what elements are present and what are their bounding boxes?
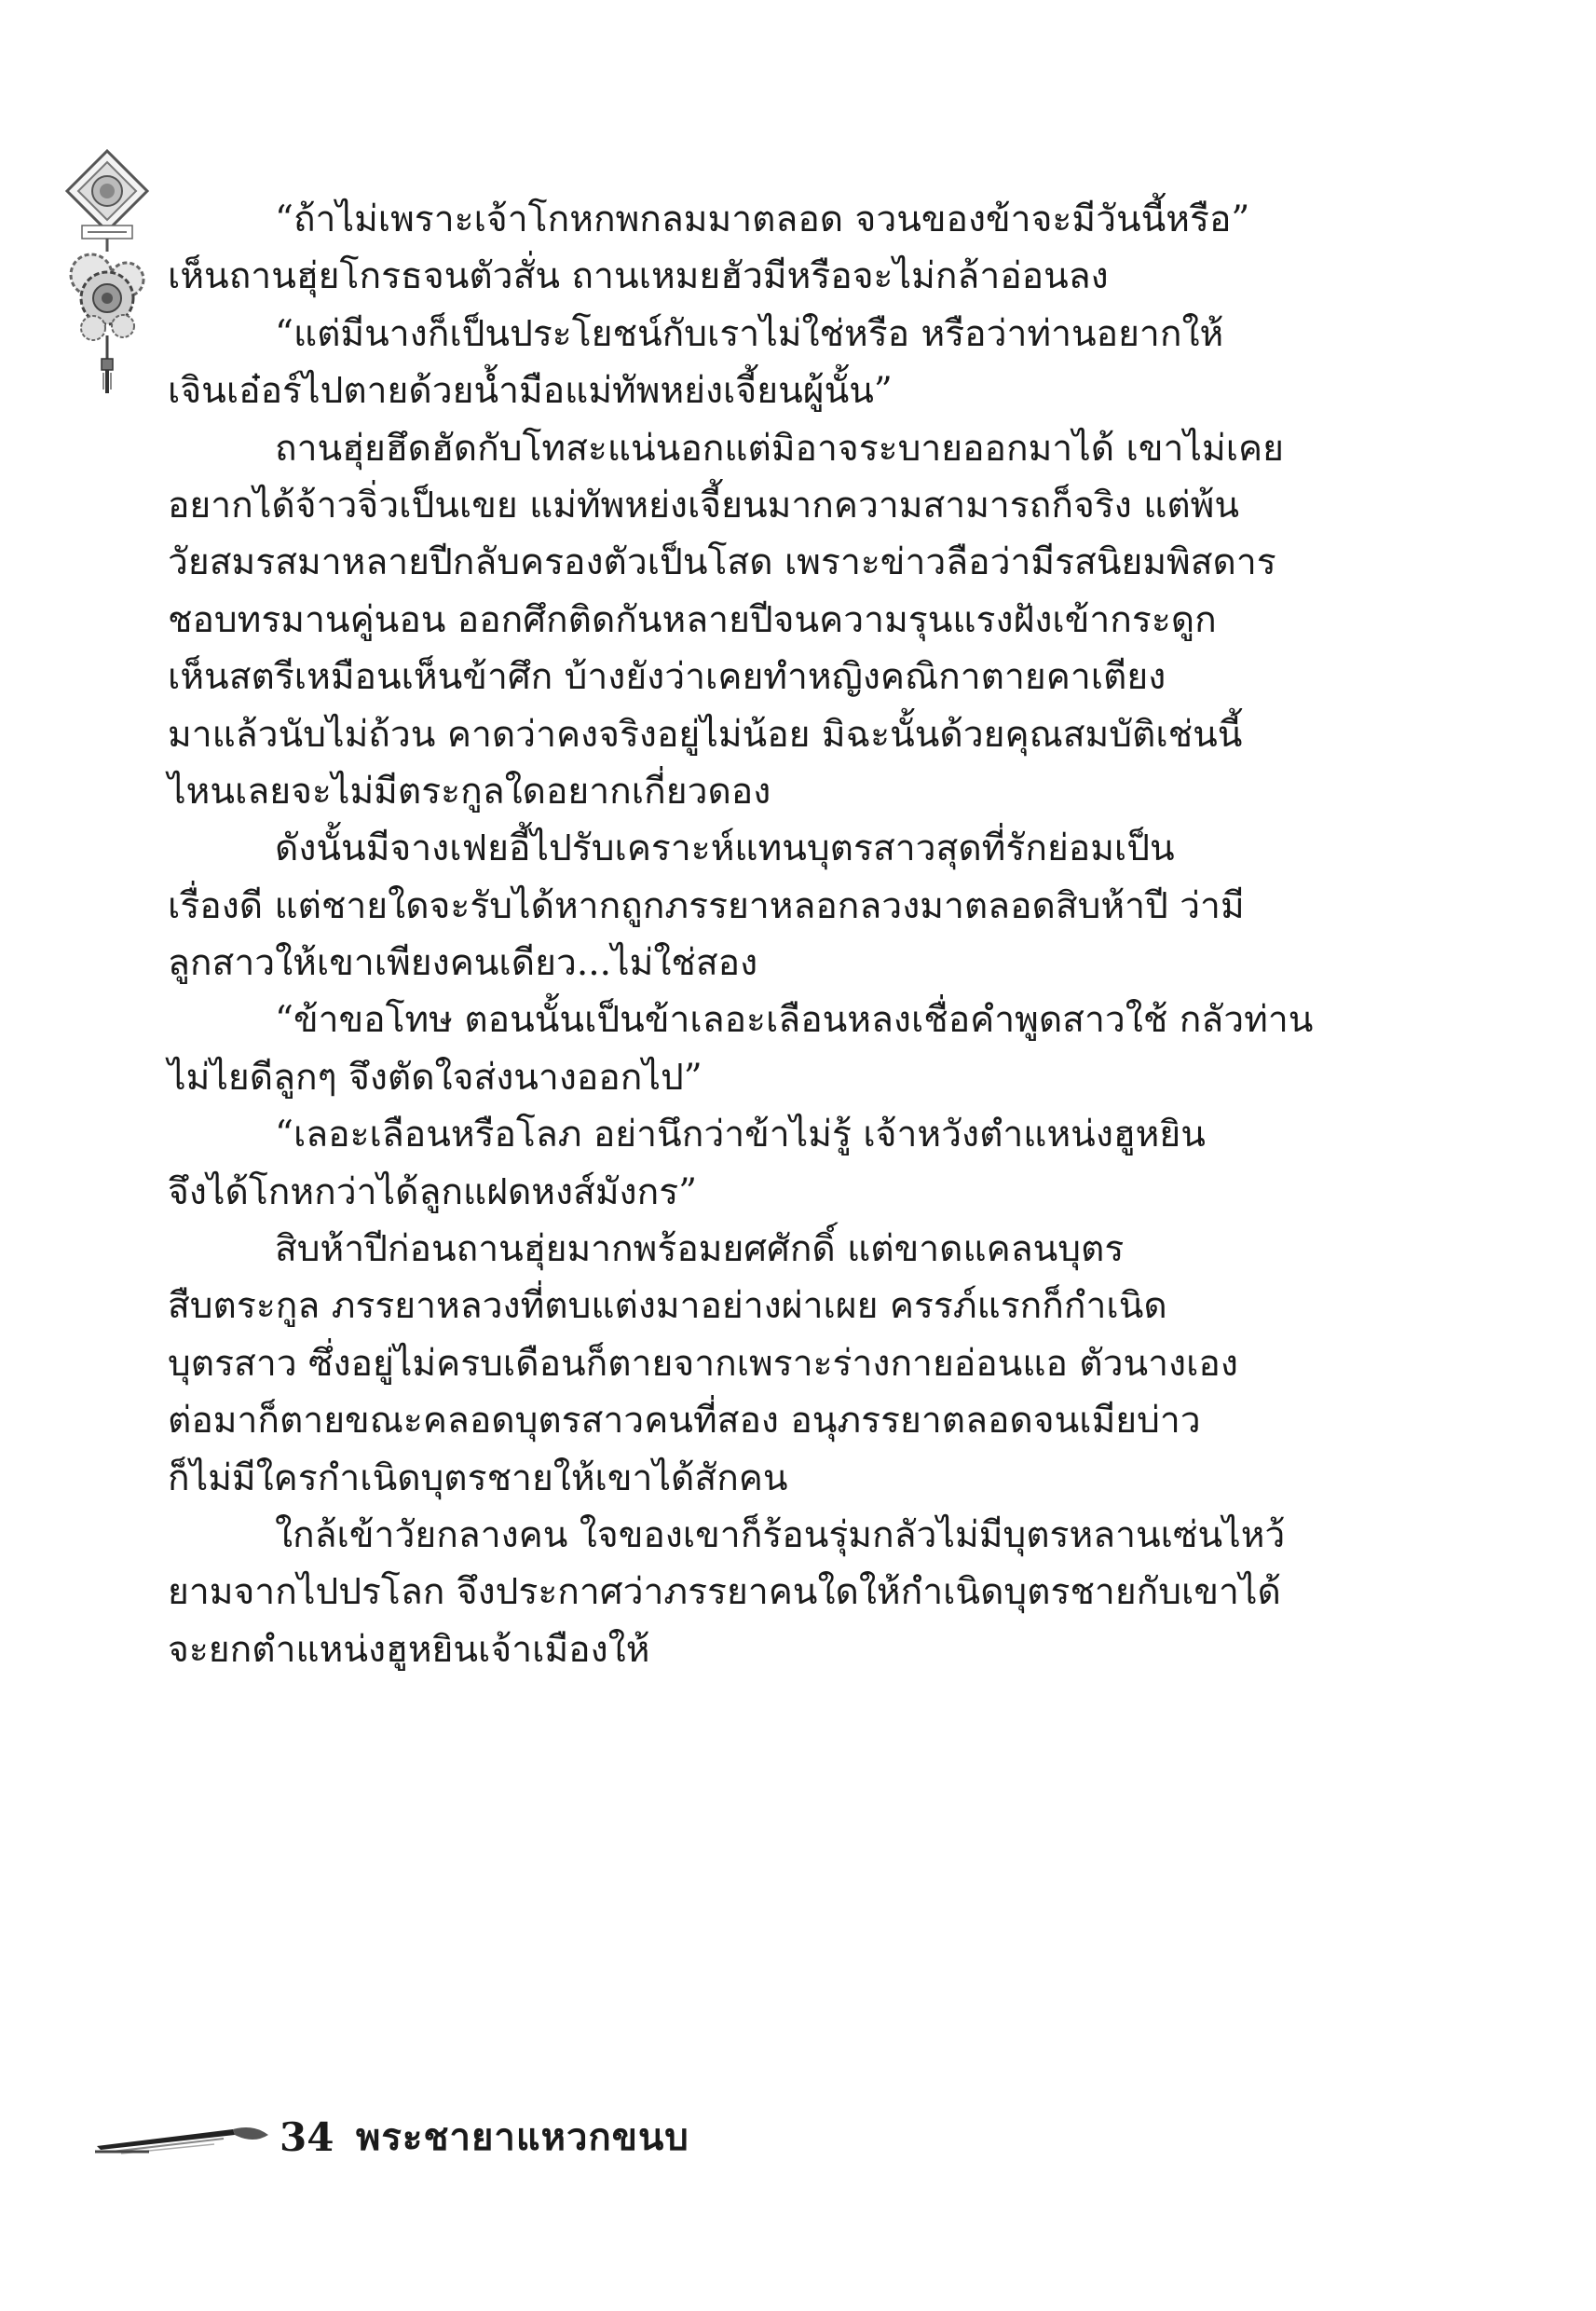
text-line: “แต่มีนางก็เป็นประโยชน์กับเราไม่ใช่หรือ หรือว่าท่านอยากให้ xyxy=(275,312,1224,355)
page-footer xyxy=(93,2111,745,2167)
text-line: เรื่องดี แต่ชายใดจะรับได้หากถูกภรรยาหลอกลวงมาตลอดสิบห้าปี ว่ามี xyxy=(168,884,1245,927)
text-line: สืบตระกูล ภรรยาหลวงที่ตบแต่งมาอย่างผ่าเผย ครรภ์แรกก็กำเนิด xyxy=(168,1285,1167,1328)
text-line: เจินเอ๋อร์ไปตายด้วยน้ำมือแม่ทัพหย่งเจี้ยนผู้นั้น” xyxy=(168,370,893,413)
text-line: ต่อมาก็ตายขณะคลอดบุตรสาวคนที่สอง อนุภรรยาตลอดจนเมียบ่าว xyxy=(168,1400,1201,1443)
chinese-lantern-ornament-icon xyxy=(56,149,158,429)
text-line: ใกล้เข้าวัยกลางคน ใจของเขาก็ร้อนรุ่มกลัวไม่มีบุตรหลานเซ่นไหว้ xyxy=(275,1513,1286,1556)
text-line: “ข้าขอโทษ ตอนนั้นเป็นข้าเลอะเลือนหลงเชื่อคำพูดสาวใช้ กลัวท่าน xyxy=(275,999,1314,1042)
text-line: มาแล้วนับไม่ถ้วน คาดว่าคงจริงอยู่ไม่น้อย มิฉะนั้นด้วยคุณสมบัติเช่นนี้ xyxy=(168,713,1243,756)
text-line: จะยกตำแหน่งฮูหยินเจ้าเมืองให้ xyxy=(168,1628,650,1671)
text-line: เห็นสตรีเหมือนเห็นข้าศึก บ้างยังว่าเคยทำหญิงคณิกาตายคาเตียง xyxy=(168,656,1166,699)
brush-icon xyxy=(93,2111,270,2157)
text-line: ยามจากไปปรโลก จึงประกาศว่าภรรยาคนใดให้กำเนิดบุตรชายกับเขาได้ xyxy=(168,1571,1281,1614)
text-line: ไหนเลยจะไม่มีตระกูลใดอยากเกี่ยวดอง xyxy=(168,770,771,813)
text-line: ก็ไม่มีใครกำเนิดบุตรชายให้เขาได้สักคน xyxy=(168,1456,788,1499)
text-line: ไม่ไยดีลูกๆ จึงตัดใจส่งนางออกไป” xyxy=(168,1056,703,1099)
text-line: จึงได้โกหกว่าได้ลูกแฝดหงส์มังกร” xyxy=(168,1170,698,1213)
text-line: สิบห้าปีก่อนถานฮุ่ยมากพร้อมยศศักดิ์ แต่ขาดแคลนบุตร xyxy=(275,1228,1125,1271)
text-line: บุตรสาว ซึ่งอยู่ไม่ครบเดือนก็ตายจากเพราะร่างกายอ่อนแอ ตัวนางเอง xyxy=(168,1342,1238,1385)
text-line: “เลอะเลือนหรือโลภ อย่านึกว่าข้าไม่รู้ เจ้าหวังตำแหน่งฮูหยิน xyxy=(275,1114,1206,1156)
text-line: “ถ้าไม่เพราะเจ้าโกหกพกลมมาตลอด จวนของข้าจะมีวันนี้หรือ” xyxy=(275,198,1250,240)
text-line: ลูกสาวให้เขาเพียงคนเดียว...ไม่ใช่สอง xyxy=(168,942,758,985)
book-title: พระชายาแหวกขนบ xyxy=(356,2116,689,2159)
text-line: ถานฮุ่ยฮึดฮัดกับโทสะแน่นอกแต่มิอาจระบายออกมาได้ เขาไม่เคย xyxy=(275,427,1284,470)
text-line: เห็นถานฮุ่ยโกรธจนตัวสั่น ถานเหมยฮัวมีหรือจะไม่กล้าอ่อนลง xyxy=(168,255,1109,298)
text-line: อยากได้จ้าวจิ่วเป็นเขย แม่ทัพหย่งเจี้ยนมากความสามารถก็จริง แต่พ้น xyxy=(168,484,1240,526)
text-line: ชอบทรมานคู่นอน ออกศึกติดกันหลายปีจนความรุนแรงฝังเข้ากระดูก xyxy=(168,598,1217,641)
text-line: วัยสมรสมาหลายปีกลับครองตัวเป็นโสด เพราะข่าวลือว่ามีรสนิยมพิสดาร xyxy=(168,541,1276,584)
page-number: 34 xyxy=(280,2114,334,2160)
body-text xyxy=(168,191,1328,1678)
text-line: ดังนั้นมีจางเฟยอี้ไปรับเคราะห์แทนบุตรสาวสุดที่รักย่อมเป็น xyxy=(275,827,1175,870)
